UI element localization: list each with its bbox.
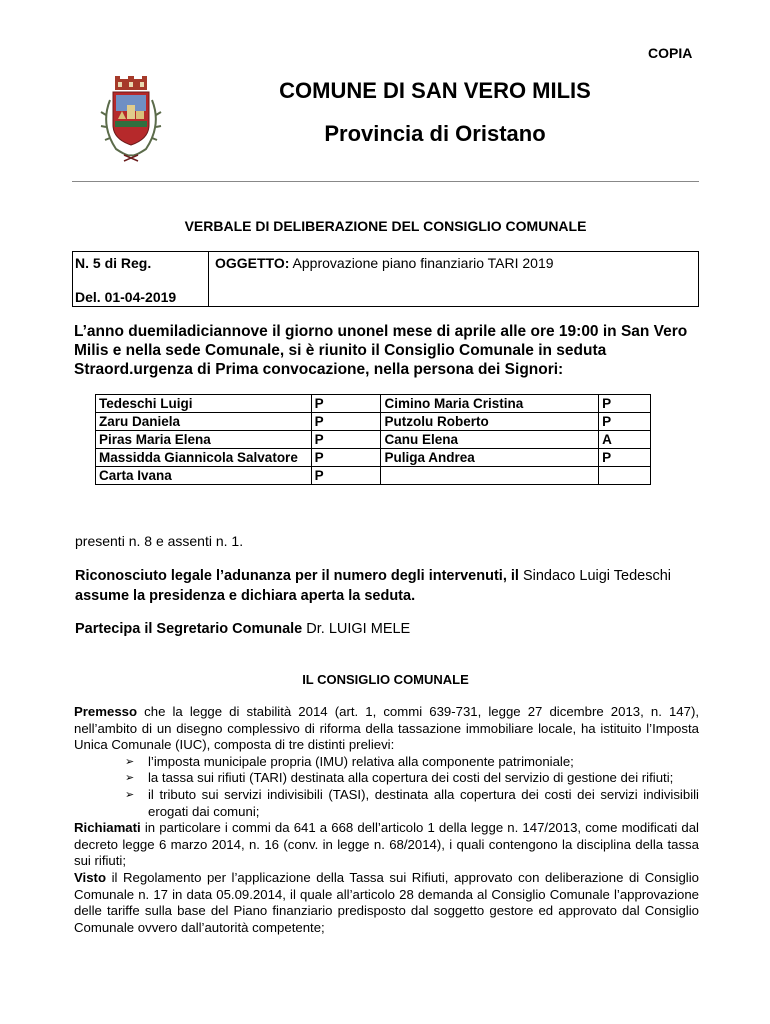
attendance-status: P bbox=[599, 413, 651, 431]
municipality-name: COMUNE DI SAN VERO MILIS bbox=[279, 78, 591, 103]
attendance-table bbox=[95, 394, 651, 485]
councillor-name bbox=[381, 467, 599, 485]
mayor-name: Sindaco Luigi Tedeschi bbox=[522, 568, 672, 584]
list-item: ➢ l’imposta municipale propria (IMU) relativa alla componente patrimoniale; bbox=[125, 753, 574, 769]
list-item: ➢ la tassa sui rifiuti (TARI) destinata alla copertura dei costi del servizio di gestione dei rifiuti; bbox=[125, 770, 674, 786]
secretary-name: Dr. LUIGI MELE bbox=[306, 621, 411, 637]
visto-paragraph bbox=[74, 870, 699, 936]
attendance-status bbox=[599, 467, 651, 485]
quorum-text: Riconosciuto legale l’adunanza per il numero degli intervenuti, il bbox=[75, 568, 519, 584]
deliberation-date: Del. 01-04-2019 bbox=[75, 289, 177, 305]
registration-divider bbox=[208, 252, 209, 306]
document-title: VERBALE DI DELIBERAZIONE DEL CONSIGLIO COMUNALE bbox=[184, 218, 587, 234]
councillor-name: Tedeschi Luigi bbox=[96, 395, 312, 413]
premesso-label: Premesso bbox=[74, 704, 138, 719]
attendance-status: P bbox=[599, 395, 651, 413]
secretary-statement bbox=[75, 621, 410, 637]
subject-text: Approvazione piano finanziario TARI 2019 bbox=[292, 255, 554, 271]
header-divider bbox=[72, 181, 699, 182]
attendance-status: P bbox=[311, 395, 381, 413]
attendance-status: P bbox=[599, 449, 651, 467]
table-row bbox=[96, 413, 651, 431]
richiamati-label: Richiamati bbox=[74, 820, 141, 836]
arrow-bullet-icon: ➢ bbox=[125, 772, 135, 785]
register-number: N. 5 di Reg. bbox=[75, 255, 152, 271]
councillor-name: Putzolu Roberto bbox=[381, 413, 599, 431]
province-name: Provincia di Oristano bbox=[324, 121, 546, 146]
council-heading: IL CONSIGLIO COMUNALE bbox=[302, 672, 469, 687]
councillor-name: Cimino Maria Cristina bbox=[381, 395, 599, 413]
municipal-coat-of-arms bbox=[98, 75, 164, 165]
richiamati-text: in particolare i commi da 641 a 668 dell’articolo 1 della legge n. 147/2013, come modificati dal decreto legge 6 marzo 2014, n. 16 (conv. in legge n. 68/2014), i quali contengono la disciplina della tassa sui rifiuti; bbox=[74, 820, 699, 869]
visto-label: Visto bbox=[74, 869, 107, 885]
table-row bbox=[96, 431, 651, 449]
richiamati-paragraph bbox=[74, 820, 699, 870]
councillor-name: Canu Elena bbox=[381, 431, 599, 449]
deliberation-body bbox=[74, 704, 699, 936]
registration-box bbox=[72, 251, 699, 307]
premesso-paragraph bbox=[74, 704, 699, 754]
visto-text: il Regolamento per l’applicazione della Tassa sui Rifiuti, approvato con deliberazione di Consiglio Comunale n. 17 in data 05.09.2014, il quale all’articolo 28 demanda al Consiglio Comunale l’approvazione delle tariffe sulla base del Piano finanziario predisposto dal soggetto gestore ed approvato dal Consiglio Comunale ovvero dall’autorità competente; bbox=[74, 869, 699, 935]
levy-list bbox=[74, 754, 699, 820]
attendance-status: P bbox=[311, 449, 381, 467]
attendance-status: P bbox=[311, 413, 381, 431]
attendance-status: P bbox=[311, 467, 381, 485]
councillor-name: Zaru Daniela bbox=[96, 413, 312, 431]
list-item: ➢ il tributo sui servizi indivisibili (TASI), destinata alla copertura dei costi dei servizi indivisibili erogati dai comuni; bbox=[125, 786, 699, 819]
table-row bbox=[96, 449, 651, 467]
councillor-name: Massidda Giannicola Salvatore bbox=[96, 449, 312, 467]
subject-label: OGGETTO: bbox=[215, 255, 290, 271]
secretary-label: Partecipa il Segretario Comunale bbox=[75, 621, 303, 637]
copy-label: COPIA bbox=[648, 45, 693, 61]
attendance-status: P bbox=[311, 431, 381, 449]
attendance-status: A bbox=[599, 431, 651, 449]
premesso-text: che la legge di stabilità 2014 (art. 1, commi 639-731, legge 27 dicembre 2013, n. 147), nell’ambito di un disegno complessivo di riforma della tassazione immobiliare locale, ha istituito l’Imposta Unica Comunale (IUC), composta di tre distinti prelievi: bbox=[74, 704, 699, 753]
councillor-name: Piras Maria Elena bbox=[96, 431, 312, 449]
arrow-bullet-icon: ➢ bbox=[125, 788, 135, 801]
quorum-text-end: assume la presidenza e dichiara aperta la seduta. bbox=[75, 587, 416, 604]
table-row bbox=[96, 395, 651, 413]
arrow-bullet-icon: ➢ bbox=[125, 755, 135, 768]
session-intro: L’anno duemiladiciannove il giorno unonel mese di aprile alle ore 19:00 in San Vero Milis e nella sede Comunale, si è riunito il Consiglio Comunale in seduta Straord.urgenza di Prima convocazione, nella persona dei Signori: bbox=[74, 323, 688, 378]
councillor-name: Puliga Andrea bbox=[381, 449, 599, 467]
subject bbox=[215, 255, 554, 271]
table-row bbox=[96, 467, 651, 485]
councillor-name: Carta Ivana bbox=[96, 467, 312, 485]
attendance-count: presenti n. 8 e assenti n. 1. bbox=[75, 533, 244, 549]
quorum-statement bbox=[75, 567, 700, 606]
